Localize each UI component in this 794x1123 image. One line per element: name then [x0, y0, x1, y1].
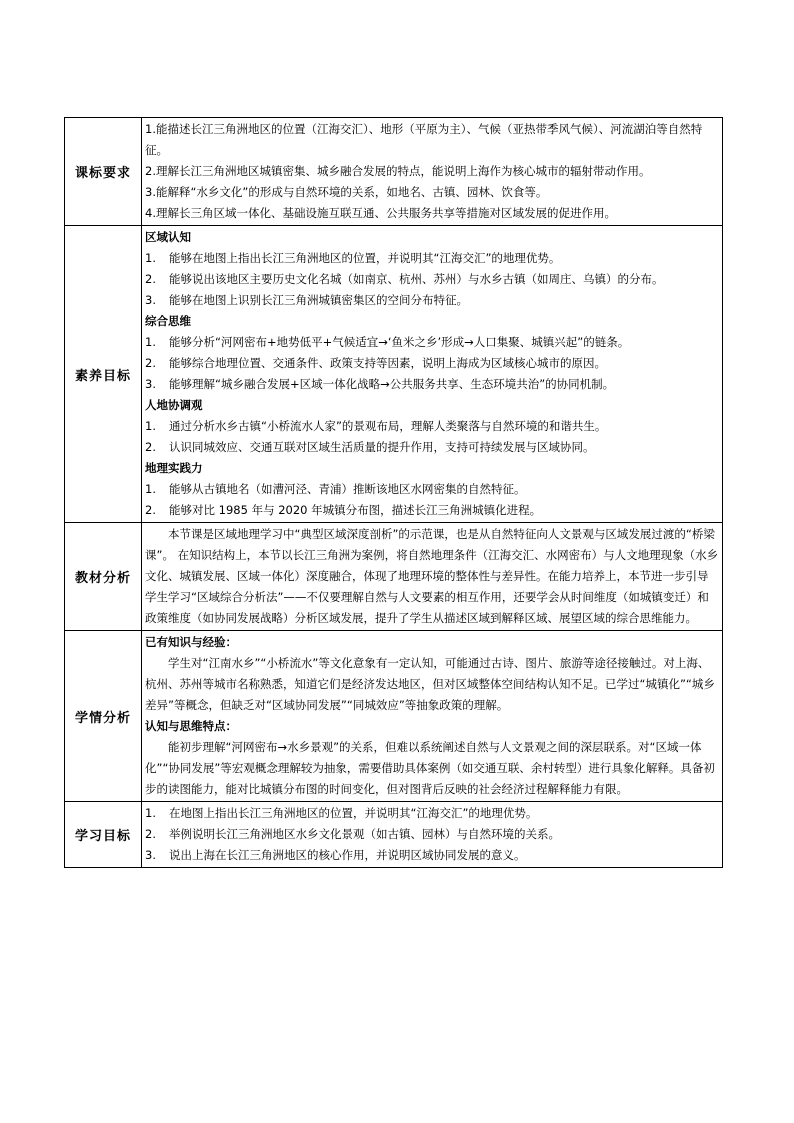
list-item: 1. 通过分析水乡古镇“小桥流水人家”的景观布局，理解人类聚落与自然环境的和谐共生。: [145, 419, 607, 433]
row-label: 教材分析: [65, 523, 142, 631]
student-analysis-cell: [142, 631, 723, 802]
table-row: [65, 118, 723, 226]
row-label: 素养目标: [65, 226, 142, 523]
list-item: 2. 能够综合地理位置、交通条件、政策支持等因素，说明上海成为区域核心城市的原因。: [145, 356, 606, 370]
section-heading: 人地协调观: [145, 398, 203, 412]
section-heading: 区域认知: [145, 230, 191, 244]
list-item: 3.能解释“水乡文化”的形成与自然环境的关系，如地名、古镇、园林、饮食等。: [145, 185, 548, 199]
paragraph: 能初步理解“河网密布→水乡景观”的关系，但难以系统阐述自然与人文景观之间的深层联系。对“区域一体化”“协同发展”等宏观概念理解较为抽象，需要借助具体案例（如交通互联、余村转型）进行具象化解释。具备初步的读图能力，能对比城镇分布图的时间变化，但对图背后反映的社会经济过程解释能力有限。: [145, 740, 715, 796]
table-row: [65, 226, 723, 523]
list-item: 1. 能够在地图上指出长江三角洲地区的位置，并说明其“江海交汇”的地理优势。: [145, 251, 561, 265]
list-item: 1. 能够分析“河网密布+地势低平+气候适宜→‘鱼米之乡’形成→人口集聚、城镇兴起”的链条。: [145, 335, 630, 349]
section-heading: 认知与思维特点：: [145, 719, 237, 733]
section-heading: 综合思维: [145, 314, 191, 328]
section-heading: 已有知识与经验：: [145, 635, 237, 649]
row-label: 学习目标: [65, 802, 142, 868]
list-item: 3. 能够在地图上识别长江三角洲城镇密集区的空间分布特征。: [145, 293, 468, 307]
list-item: 2. 举例说明长江三角洲地区水乡文化景观（如古镇、园林）与自然环境的关系。: [145, 827, 560, 841]
list-item: 2.理解长江三角洲地区城镇密集、城乡融合发展的特点，能说明上海作为核心城市的辐射带动作用。: [145, 164, 651, 178]
section-heading: 地理实践力: [145, 461, 203, 475]
list-item: 2. 认识同城效应、交通互联对区域生活质量的提升作用，支持可持续发展与区域协同。: [145, 440, 595, 454]
learning-objectives-cell: [142, 802, 723, 868]
curriculum-requirements-cell: [142, 118, 723, 226]
list-item: 1. 能够从古镇地名（如漕河泾、青浦）推断该地区水网密集的自然特征。: [145, 482, 526, 496]
table-row: [65, 802, 723, 868]
list-item: 1.能描述长江三角洲地区的位置（江海交汇）、地形（平原为主）、气候（亚热带季风气候）、河流湖泊等自然特征。: [145, 122, 703, 157]
list-item: 2. 能够说出该地区主要历史文化名城（如南京、杭州、苏州）与水乡古镇（如周庄、乌镇）的分布。: [145, 272, 664, 286]
lesson-plan-table: [64, 117, 723, 868]
list-item: 1. 在地图上指出长江三角洲地区的位置，并说明其“江海交汇”的地理优势。: [145, 806, 538, 820]
list-item: 2. 能够对比 1985 年与 2020 年城镇分布图，描述长江三角洲城镇化进程。: [145, 503, 542, 517]
competency-goals-cell: [142, 226, 723, 523]
list-item: 3. 能够理解“城乡融合发展+区域一体化战略→公共服务共享、生态环境共治”的协同机制。: [145, 377, 615, 391]
list-item: 4.理解长三角区域一体化、基础设施互联互通、公共服务共享等措施对区域发展的促进作用。: [145, 206, 616, 220]
list-item: 3. 说出上海在长江三角洲地区的核心作用，并说明区域协同发展的意义。: [145, 848, 526, 862]
paragraph: 本节课是区域地理学习中“典型区域深度剖析”的示范课，也是从自然特征向人文景观与区域发展过渡的“桥梁课”。 在知识结构上，本节以长江三角洲为案例，将自然地理条件（江海交汇、水网密布）与人文地理现象（水乡文化、城镇发展、区域一体化）深度融合，体现了地理环境的整体性与差异性。在能力培养上，本节进一步引导学生学习“区域综合分析法”——不仅要理解自然与人文要素的相互作用，还要学会从时间维度（如城镇变迁）和政策维度（如协同发展战略）分析区域发展，提升了学生从描述区域到解释区域、展望区域的综合思维能力。: [145, 527, 719, 625]
row-label: 学情分析: [65, 631, 142, 802]
row-label: 课标要求: [65, 118, 142, 226]
textbook-analysis-cell: [142, 523, 723, 631]
paragraph: 学生对“江南水乡”“小桥流水”等文化意象有一定认知，可能通过古诗、图片、旅游等途径接触过。对上海、杭州、苏州等城市名称熟悉，知道它们是经济发达地区，但对区域整体空间结构认知不足。已学过“城镇化”“城乡差异”等概念，但缺乏对“区域协同发展”“同城效应”等抽象政策的理解。: [145, 656, 715, 712]
table-row: [65, 523, 723, 631]
table-row: [65, 631, 723, 802]
